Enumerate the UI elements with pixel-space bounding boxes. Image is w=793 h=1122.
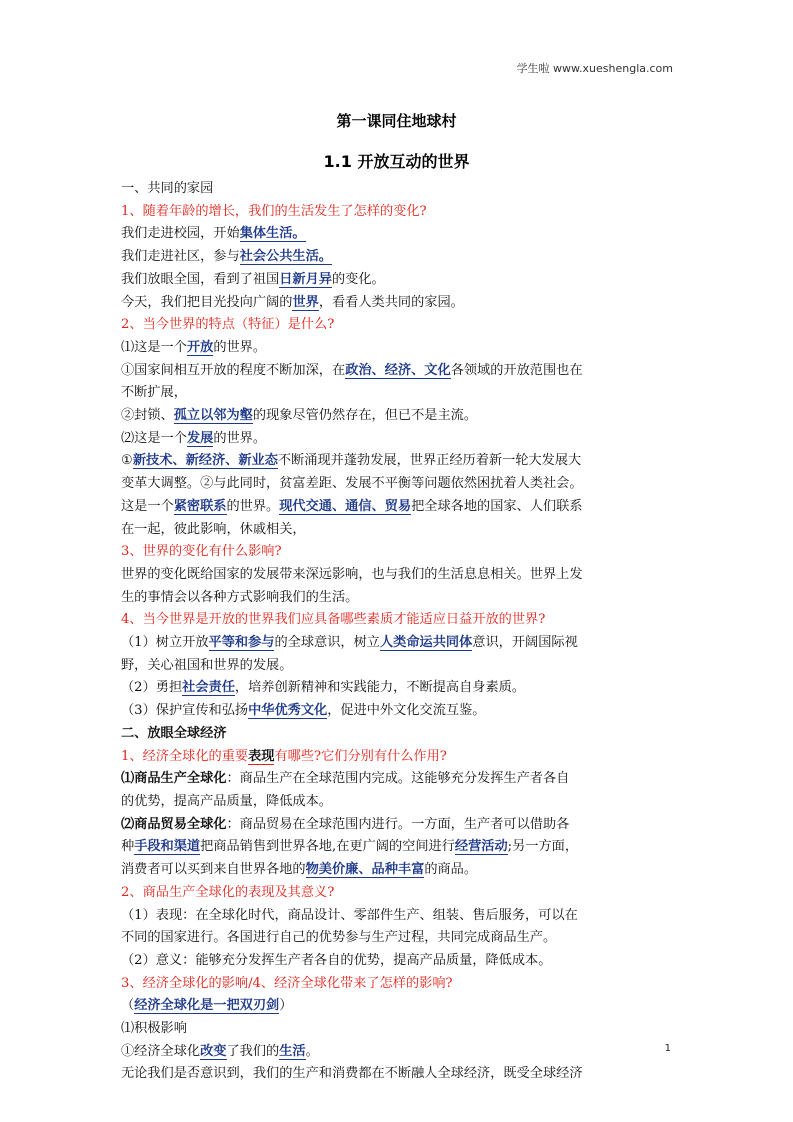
text-line xyxy=(121,1041,673,1064)
text-line xyxy=(121,587,673,610)
keyword: 社会责任 xyxy=(182,680,235,696)
text-segment: 不断涌现并蓬勃发展，世界正经历着新一轮大发展大 xyxy=(277,453,582,469)
text-line xyxy=(121,382,673,405)
text-segment: （3）保护宣传和弘扬 xyxy=(121,703,249,719)
text-segment: 把全球各地的国家、人们联系 xyxy=(411,498,583,514)
keyword: 物美价廉、品种丰富 xyxy=(305,862,425,878)
keyword: 平等和参与 xyxy=(208,635,275,651)
keyword: 经营活动 xyxy=(454,839,508,855)
text-line xyxy=(121,950,673,973)
text-segment: 了我们的 xyxy=(226,1043,280,1059)
question-line xyxy=(121,541,673,564)
keyword: 世界 xyxy=(292,294,319,310)
text-segment: ，促进中外文化交流互鉴。 xyxy=(327,703,486,719)
text-segment: 不同的国家进行。各国进行自己的优势参与生产过程，共同完成商品生产。 xyxy=(121,930,557,946)
keyword: 经济全球化是一把双刃剑 xyxy=(134,998,280,1014)
text-segment: ：商品贸易在全球范围内进行。一方面，生产者可以借助各 xyxy=(226,816,570,832)
text-segment: 意识，开阔国际视 xyxy=(472,635,578,651)
keyword: 集体生活。 xyxy=(239,226,306,242)
text-segment: 今天，我们把目光投向广阔的 xyxy=(121,294,293,310)
text-segment: 我们走进校园，开始 xyxy=(121,226,240,242)
text-segment: 消费者可以买到来自世界各地的 xyxy=(121,862,306,878)
keyword: 政治、经济、文化 xyxy=(345,362,451,378)
text-line xyxy=(121,927,673,950)
text-segment: ） xyxy=(279,998,293,1014)
text-segment: ①经济全球化 xyxy=(121,1043,201,1059)
text-segment: ① xyxy=(121,453,133,469)
text-segment: ⑴积极影响 xyxy=(121,1021,187,1037)
text-segment: 无论我们是否意识到，我们的生产和消费都在不断融人全球经济，既受全球经济 xyxy=(121,1066,583,1082)
text-line xyxy=(121,223,673,246)
text-segment: 野，关心祖国和世界的发展。 xyxy=(121,657,293,673)
text-segment: 的世界。 xyxy=(213,430,267,446)
keyword: 紧密联系 xyxy=(173,498,227,514)
text-segment: 在一起，彼此影响，休戚相关， xyxy=(121,521,306,537)
text-line xyxy=(121,405,673,428)
text-segment: 的优势，提高产品质量，降低成本。 xyxy=(121,793,332,809)
lesson-title: 第一课同住地球村 xyxy=(336,112,457,130)
keyword: 日新月异 xyxy=(279,271,332,287)
text-line xyxy=(121,292,673,315)
text-segment: ⑴这是一个 xyxy=(121,339,187,355)
text-segment: 我们走进社区，参与 xyxy=(121,249,240,265)
text-segment: 的变化。 xyxy=(332,271,385,287)
keyword: 改变 xyxy=(200,1043,227,1059)
text-segment: ;另一方面， xyxy=(507,839,579,855)
keyword: 新技术、新经济、新业态 xyxy=(132,453,278,469)
text-segment: （1）树立开放 xyxy=(121,635,209,651)
text-line xyxy=(121,428,673,451)
text-line xyxy=(121,360,673,383)
text-segment: 的商品。 xyxy=(424,862,478,878)
text-segment: ，看看人类共同的家园。 xyxy=(318,294,464,310)
text-line xyxy=(121,496,673,519)
keyword: 人类命运共同体 xyxy=(379,635,473,651)
text-line xyxy=(121,564,673,587)
text-line xyxy=(121,519,673,542)
text-segment: 。 xyxy=(305,1043,319,1059)
text-line xyxy=(121,269,673,292)
keyword: 中华优秀文化 xyxy=(248,703,328,719)
text-line xyxy=(121,700,673,723)
text-segment: 世界的变化既给国家的发展带来深远影响，也与我们的生活息息相关。世界上发 xyxy=(121,566,583,582)
text-segment: ②封锁、 xyxy=(121,408,174,424)
text-segment: 3、世界的变化有什么影响? xyxy=(121,544,282,560)
text-segment: 这是一个 xyxy=(121,498,174,514)
text-line xyxy=(121,995,673,1018)
text-segment: 1、随着年龄的增长，我们的生活发生了怎样的变化? xyxy=(121,203,427,219)
keyword: 现代交通、通信、贸易 xyxy=(279,498,412,514)
text-segment: ，培养创新精神和实践能力，不断提高自身素质。 xyxy=(234,680,526,696)
question-line xyxy=(121,201,673,224)
question-line xyxy=(121,609,673,632)
text-segment: 变革大调整。②与此同时，贫富差距、发展不平衡等问题依然困扰着人类社会。 xyxy=(121,476,583,492)
text-segment: 各领域的开放范围也在 xyxy=(450,362,583,378)
text-segment: （2）意义：能够充分发挥生产者各自的优势，提高产品质量，降低成本。 xyxy=(121,952,552,968)
keyword: 发展 xyxy=(186,430,214,446)
text-line xyxy=(121,836,673,859)
text-line xyxy=(121,473,673,496)
question-line xyxy=(121,746,673,769)
text-segment: 的现象尽管仍然存在，但已不是主流。 xyxy=(252,408,478,424)
text-line xyxy=(121,450,673,473)
text-segment: 3、经济全球化的影响/4、经济全球化带来了怎样的影响? xyxy=(121,975,453,991)
keyword: 手段和渠道 xyxy=(134,839,201,855)
text-segment: 的世界。 xyxy=(226,498,280,514)
text-segment: 4、当今世界是开放的世界我们应具备哪些素质才能适应日益开放的世界? xyxy=(121,612,546,628)
text-line xyxy=(121,1063,673,1086)
text-segment: 的世界。 xyxy=(213,339,267,355)
text-segment: 1、经济全球化的重要 xyxy=(121,748,249,764)
text-line xyxy=(121,859,673,882)
text-segment: ①国家间相互开放的程度不断加深，在 xyxy=(121,362,346,378)
text-segment: 我们放眼全国，看到了祖国 xyxy=(121,271,280,287)
page-number: 1 xyxy=(664,1043,671,1054)
keyword: 社会公共生活。 xyxy=(239,249,332,265)
text-segment: 生的事情会以各种方式影响我们的生活。 xyxy=(121,589,359,605)
text-segment: 不断扩展， xyxy=(121,385,187,401)
question-line xyxy=(121,973,673,996)
keyword: 开放 xyxy=(186,339,214,355)
section-title: 1.1 开放互动的世界 xyxy=(323,152,470,171)
text-segment: ⑵这是一个 xyxy=(121,430,187,446)
text-segment: 2、商品生产全球化的表现及其意义? xyxy=(121,884,335,900)
text-line xyxy=(121,1018,673,1041)
text-segment: 的全球意识，树立 xyxy=(274,635,380,651)
text-line xyxy=(121,814,673,837)
text-line xyxy=(121,337,673,360)
text-segment: （1）表现：在全球化时代，商品设计、零部件生产、组装、售后服务，可以在 xyxy=(121,907,578,923)
text-line xyxy=(121,677,673,700)
bold-term: ⑵商品贸易全球化 xyxy=(121,816,227,832)
text-segment: 一、共同的家园 xyxy=(121,181,214,196)
document-body xyxy=(121,178,673,1086)
question-line xyxy=(121,882,673,905)
text-segment: 2、当今世界的特点（特征）是什么? xyxy=(121,317,335,333)
text-segment: 种 xyxy=(121,839,135,855)
text-line xyxy=(121,178,673,201)
text-line xyxy=(121,246,673,269)
text-line xyxy=(121,768,673,791)
text-line xyxy=(121,632,673,655)
keyword: 表现 xyxy=(248,748,275,764)
text-segment: 二、放眼全球经济 xyxy=(121,725,227,741)
text-segment: 有哪些?它们分别有什么作用? xyxy=(274,748,447,764)
text-segment: （ xyxy=(121,998,135,1014)
text-segment: ：商品生产在全球范围内完成。这能够充分发挥生产者各自 xyxy=(226,771,570,787)
header-site: 学生啦 www.xueshengla.com xyxy=(516,62,673,75)
text-line xyxy=(121,655,673,678)
text-line xyxy=(121,723,673,746)
text-line xyxy=(121,791,673,814)
keyword: 生活 xyxy=(279,1043,306,1059)
question-line xyxy=(121,314,673,337)
text-segment: （2）勇担 xyxy=(121,680,183,696)
text-segment: 把商品销售到世界各地,在更广阔的空间进行 xyxy=(200,839,455,855)
text-line xyxy=(121,905,673,928)
bold-term: ⑴商品生产全球化 xyxy=(121,771,227,787)
keyword: 孤立以邻为壑 xyxy=(173,408,253,424)
